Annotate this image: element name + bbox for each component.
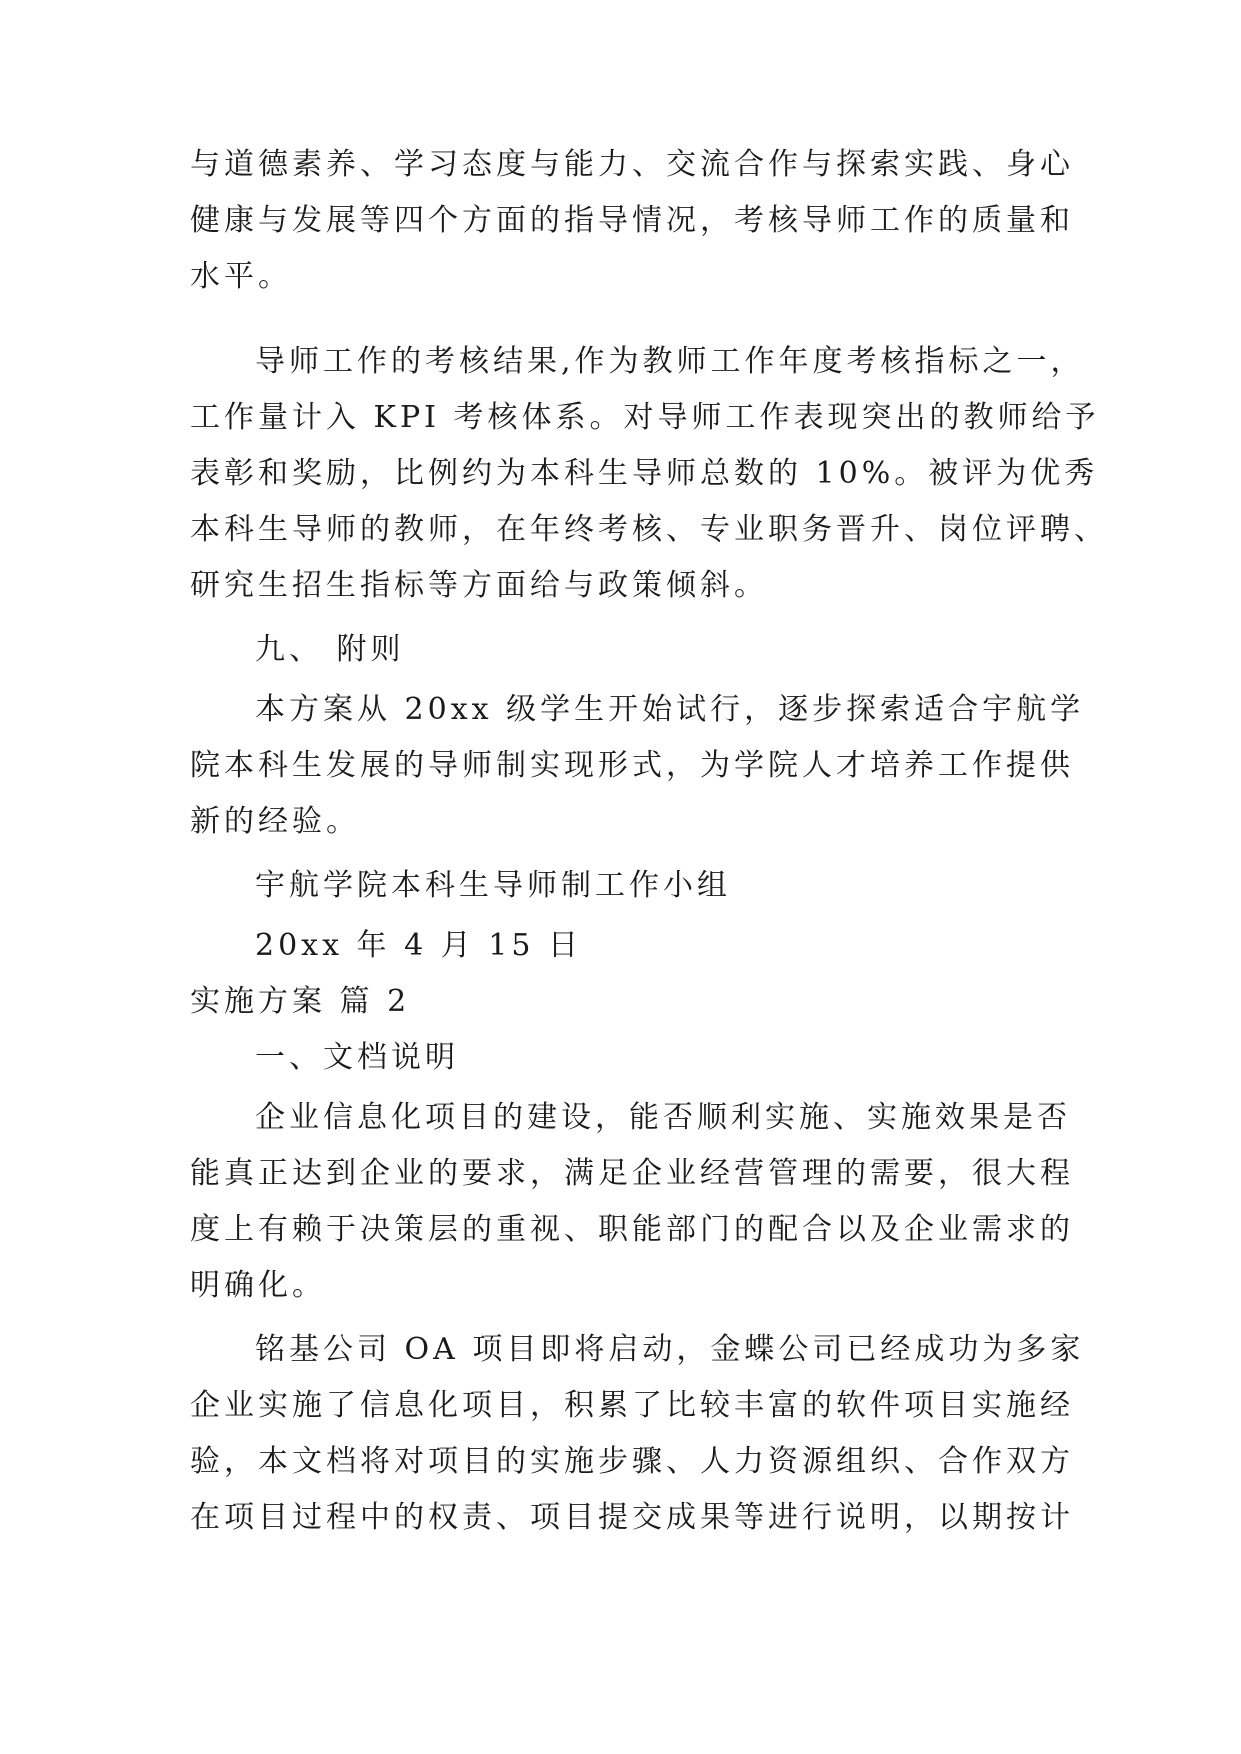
paragraph-line: 铭基公司 OA 项目即将启动，金蝶公司已经成功为多家	[255, 1332, 1085, 1367]
section-heading: 九、 附则	[255, 632, 405, 667]
paragraph-line: 工作量计入 KPI 考核体系。对导师工作表现突出的教师给予	[190, 400, 1100, 435]
paragraph-line: 研究生招生指标等方面给与政策倾斜。	[190, 568, 768, 603]
paragraph-line: 院本科生发展的导师制实现形式，为学院人才培养工作提供	[190, 748, 1074, 783]
paragraph-line: 企业实施了信息化项目，积累了比较丰富的软件项目实施经	[190, 1388, 1074, 1423]
date-line: 20xx 年 4 月 15 日	[255, 928, 582, 963]
paragraph-line: 企业信息化项目的建设，能否顺利实施、实施效果是否	[255, 1100, 1071, 1135]
paragraph-line: 能真正达到企业的要求，满足企业经营管理的需要，很大程	[190, 1156, 1074, 1191]
paragraph-line: 在项目过程中的权责、项目提交成果等进行说明，以期按计	[190, 1500, 1074, 1535]
paragraph-line: 健康与发展等四个方面的指导情况，考核导师工作的质量和	[190, 203, 1074, 238]
paragraph-line: 新的经验。	[190, 804, 360, 839]
paragraph-line: 本科生导师的教师，在年终考核、专业职务晋升、岗位评聘、	[190, 512, 1108, 547]
paragraph-line: 表彰和奖励，比例约为本科生导师总数的 10%。被评为优秀	[190, 456, 1099, 491]
paragraph-line: 与道德素养、学习态度与能力、交流合作与探索实践、身心	[190, 147, 1074, 182]
paragraph-line: 本方案从 20xx 级学生开始试行，逐步探索适合宇航学	[255, 692, 1085, 727]
paragraph-line: 导师工作的考核结果,作为教师工作年度考核指标之一，	[255, 344, 1085, 379]
paragraph-line: 度上有赖于决策层的重视、职能部门的配合以及企业需求的	[190, 1212, 1074, 1247]
signature-line: 宇航学院本科生导师制工作小组	[255, 868, 731, 903]
paragraph-line: 水平。	[190, 259, 292, 294]
paragraph-line: 明确化。	[190, 1268, 326, 1303]
section-heading: 一、文档说明	[255, 1040, 459, 1075]
section-title: 实施方案 篇 2	[190, 984, 411, 1019]
paragraph-line: 验，本文档将对项目的实施步骤、人力资源组织、合作双方	[190, 1444, 1074, 1479]
